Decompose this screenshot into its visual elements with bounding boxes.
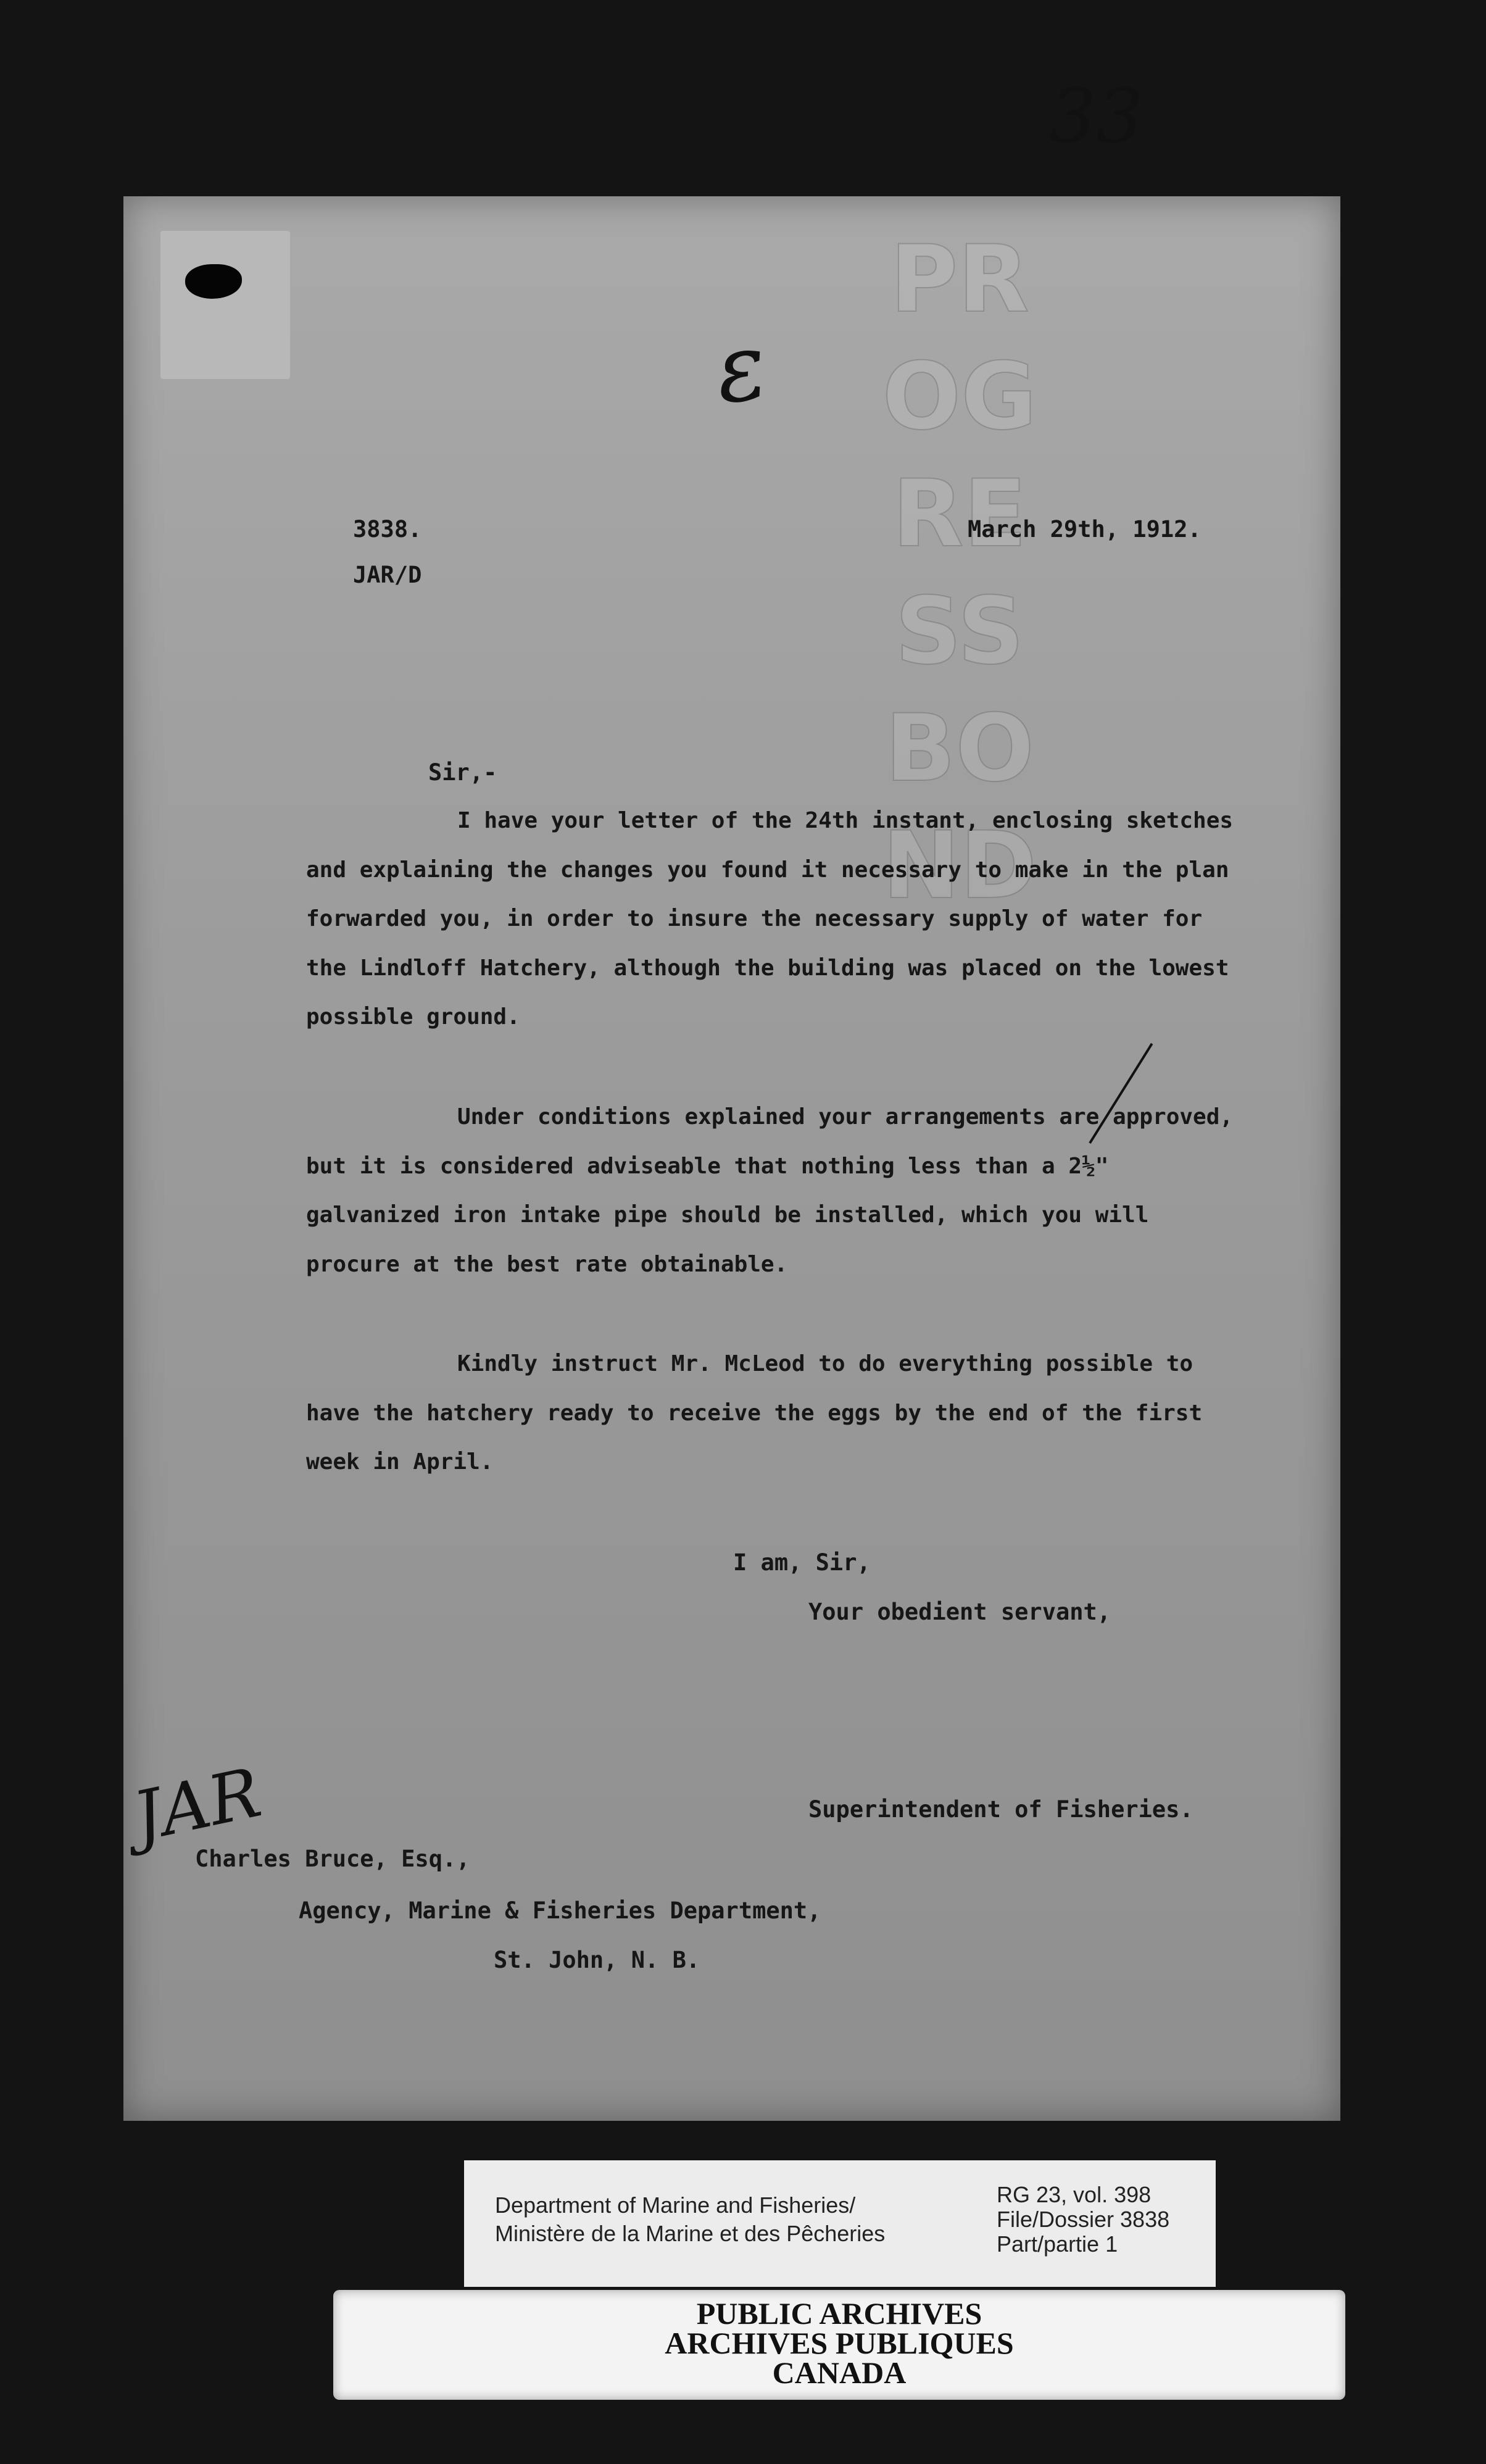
address-line-1: Charles Bruce, Esq., <box>195 1846 470 1872</box>
paper-repair-patch <box>160 231 290 379</box>
address-line-3: St. John, N. B. <box>494 1947 700 1973</box>
department-french: Ministère de la Marine et des Pêcheries <box>495 2221 886 2246</box>
initials-reference: JAR/D <box>353 562 422 588</box>
file-reference-label <box>997 2183 1169 2257</box>
progress-bond-watermark: PROGRESS BOND <box>882 226 1037 920</box>
file-reference: 3838. <box>353 516 422 543</box>
paragraph-1-text: I have your letter of the 24th instant, enclosing sketches and explaining the changes you found it necessary to make in the plan forwarded you, in order to insure the necessary supply of water for the Lindloff Hatchery, although the building was placed on the lowest possible ground. <box>306 808 1234 1030</box>
signature-title: Superintendent of Fisheries. <box>808 1796 1193 1823</box>
paragraph-1 <box>306 796 1238 1042</box>
closing-line-1: I am, Sir, <box>733 1549 871 1576</box>
paragraph-2 <box>306 1093 1238 1289</box>
file-dossier: File/Dossier 3838 <box>997 2207 1170 2232</box>
department-label <box>495 2191 885 2248</box>
part-partie: Part/partie 1 <box>997 2231 1118 2257</box>
paragraph-3-text: Kindly instruct Mr. McLeod to do everything possible to have the hatchery ready to receive the eggs by the end of the first week in April. <box>306 1351 1203 1475</box>
record-group: RG 23, vol. 398 <box>997 2182 1152 2207</box>
paragraph-2-text: Under conditions explained your arrangements are approved, but it is considered adviseable that nothing less than a 2½" galvanized iron intake pipe should be installed, which you will procure at the best rate obtainable. <box>306 1104 1234 1277</box>
closing-line-2: Your obedient servant, <box>808 1599 1111 1625</box>
department-english: Department of Marine and Fisheries/ <box>495 2192 856 2218</box>
page-number: 33 <box>1049 74 1144 160</box>
archives-line-3: CANADA <box>772 2355 907 2390</box>
handwritten-initials: JAR <box>126 1752 268 1857</box>
handwritten-e-mark: ε <box>708 312 773 425</box>
archives-text <box>333 2296 1345 2390</box>
public-archives-banner <box>333 2290 1345 2400</box>
letter-date: March 29th, 1912. <box>968 516 1202 543</box>
archives-line-2: ARCHIVES PUBLIQUES <box>665 2326 1014 2360</box>
salutation: Sir,- <box>428 759 497 786</box>
paragraph-3 <box>306 1339 1238 1487</box>
archives-line-1: PUBLIC ARCHIVES <box>696 2296 982 2331</box>
address-line-2: Agency, Marine & Fisheries Department, <box>299 1897 821 1924</box>
archive-label-card <box>464 2160 1216 2287</box>
